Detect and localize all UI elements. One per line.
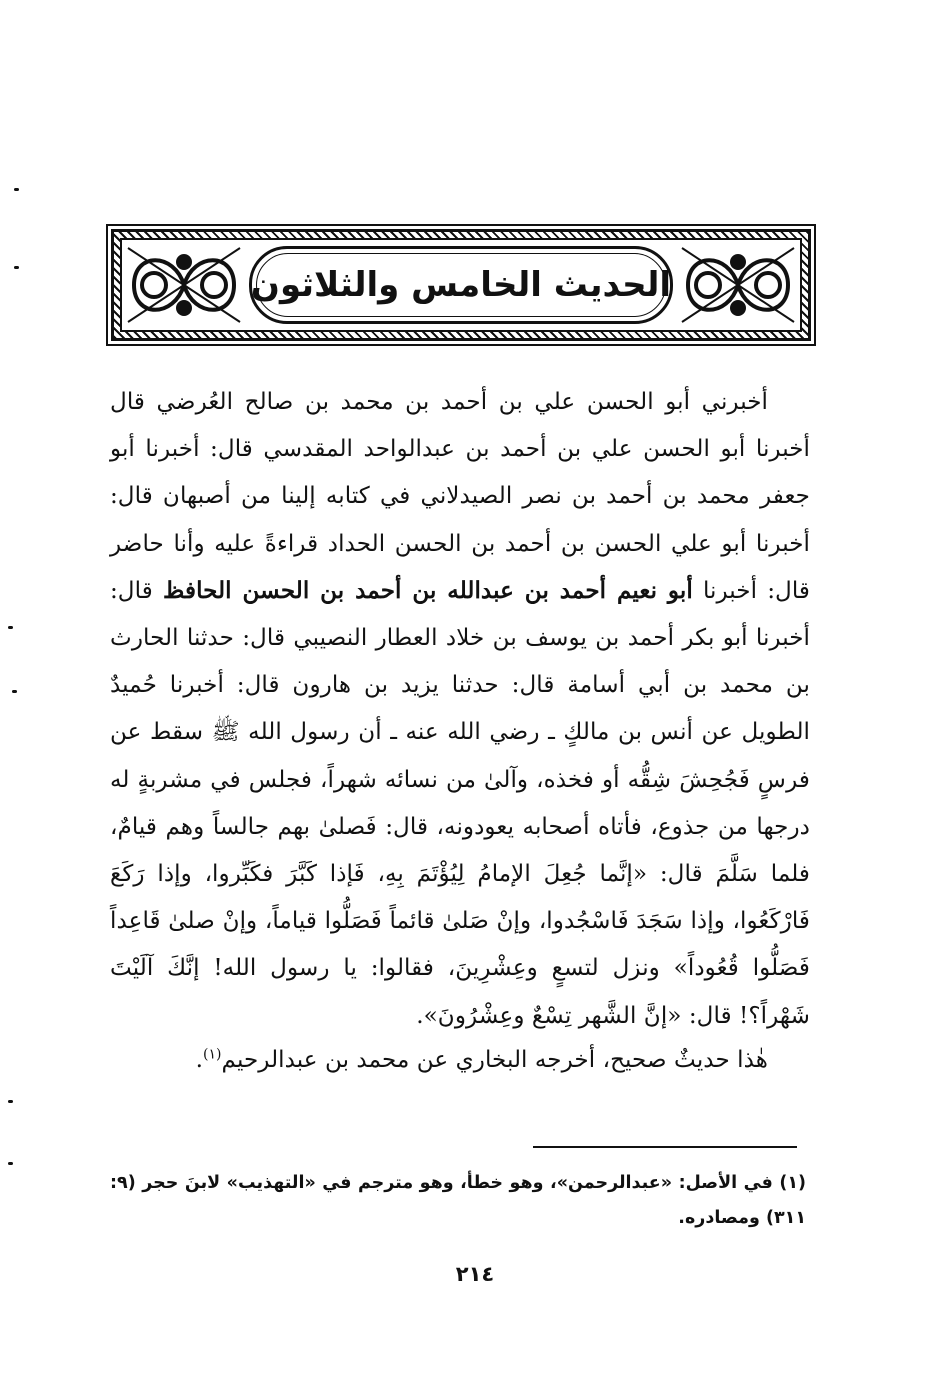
text-line: عن فرسٍ فَجُحِشَ شِقُّه أو فخذه، وآلىٰ من نسائه شهراً، فجلس في مشربةٍ [110,718,810,793]
chapter-title: الحديث الخامس والثلاثون [250,265,672,305]
hadith-text [110,378,810,1039]
text-line: أخبرنا أبو بكر أحمد بن يوسف بن خلاد العطار النصيبي قال: حدثنا [186,624,810,652]
scan-speck [14,266,19,269]
arabesque-ornament-icon [678,242,798,328]
text-line: أخبرنا أبو الحسن علي بن أحمد بن عبدالواحد المقدسي قال: أخبرنا أبو [110,435,810,463]
text-line: له درجها من جذوع، فأتاه أصحابه يعودونه، قال: فَصلىٰ بهم جالساً وهم [110,765,810,840]
text-line: أخبرني أبو الحسن علي بن أحمد بن محمد بن صالح العُرضي قال [110,388,768,415]
scan-speck [8,1100,13,1103]
arabesque-ornament-icon [124,242,244,328]
footnote: (١) في الأصل: «عبدالرحمن»، وهو خطأ، وهو مترجم في «التهذيب» لابنَ حجر (٩: ٣١١) ومصادره. [110,1173,806,1228]
text-line: جعفر محمد بن أحمد بن نصر الصيدلاني في كتابه إلينا من أصبهان قال: [110,482,810,510]
highlighted-narrator: أبو نعيم أحمد بن عبدالله بن أحمد بن الحسن الحافظ [162,576,693,604]
text-line: قيامٌ، فلما سَلَّمَ قال: «إنَّما جُعِلَ الإمامُ لِيُؤْتَمَ بِهِ، فَإذا كَبَّرَ فكَبِّروا، وإذا [110,812,810,888]
text-line: آلَيْتَ شَهْراً؟! قال: «إنَّ الشَّهر تِسْعٌ وعِشْرُونَ». [110,954,810,1029]
title-banner [111,229,811,341]
text-line: رَكَعَ فَارْكَعُوا، وإذا سَجَدَ فَاسْجُدوا، وإنْ صَلىٰ قائماً فَصَلُّوا قياماً، وإنْ [110,860,810,935]
text-line: الحارث بن محمد بن أبي أسامة قال: حدثنا يزيد بن هارون قال: أخبرنا [110,624,810,699]
footnote-divider [533,1146,797,1148]
title-cartouche [249,246,673,324]
scan-speck [8,626,13,629]
footnote-reference: (١) [203,1046,222,1063]
hadith-conclusion [110,1036,810,1083]
text-line: أخبرنا أبو علي الحسن بن أحمد بن الحسن الحداد قراءةً عليه وأنا حاضر [110,529,810,557]
page-number: ٢١٤ [455,1262,495,1286]
text-line: صلىٰ قَاعِداً فَصَلُّوا قُعُوداً» ونزل لتسعٍ وعِشْرِينَ، فقالوا: يا رسول الله! إنَّكَ [110,907,811,982]
conclusion-text: هٰذا حديثٌ صحيح، أخرجه البخاري عن محمد بن عبدالرحيم [221,1046,768,1073]
scan-speck [12,690,17,693]
text-line: قال: [110,576,163,604]
scan-speck [14,188,19,191]
scan-speck [8,1162,13,1165]
text-line: قال: أخبرنا [692,576,810,604]
conclusion-tail: . [195,1046,204,1073]
text-line: حُميدٌ الطويل عن أنس بن مالكٍ ـ رضي الله عنه ـ أن رسول الله ﷺ سقط [110,671,810,746]
